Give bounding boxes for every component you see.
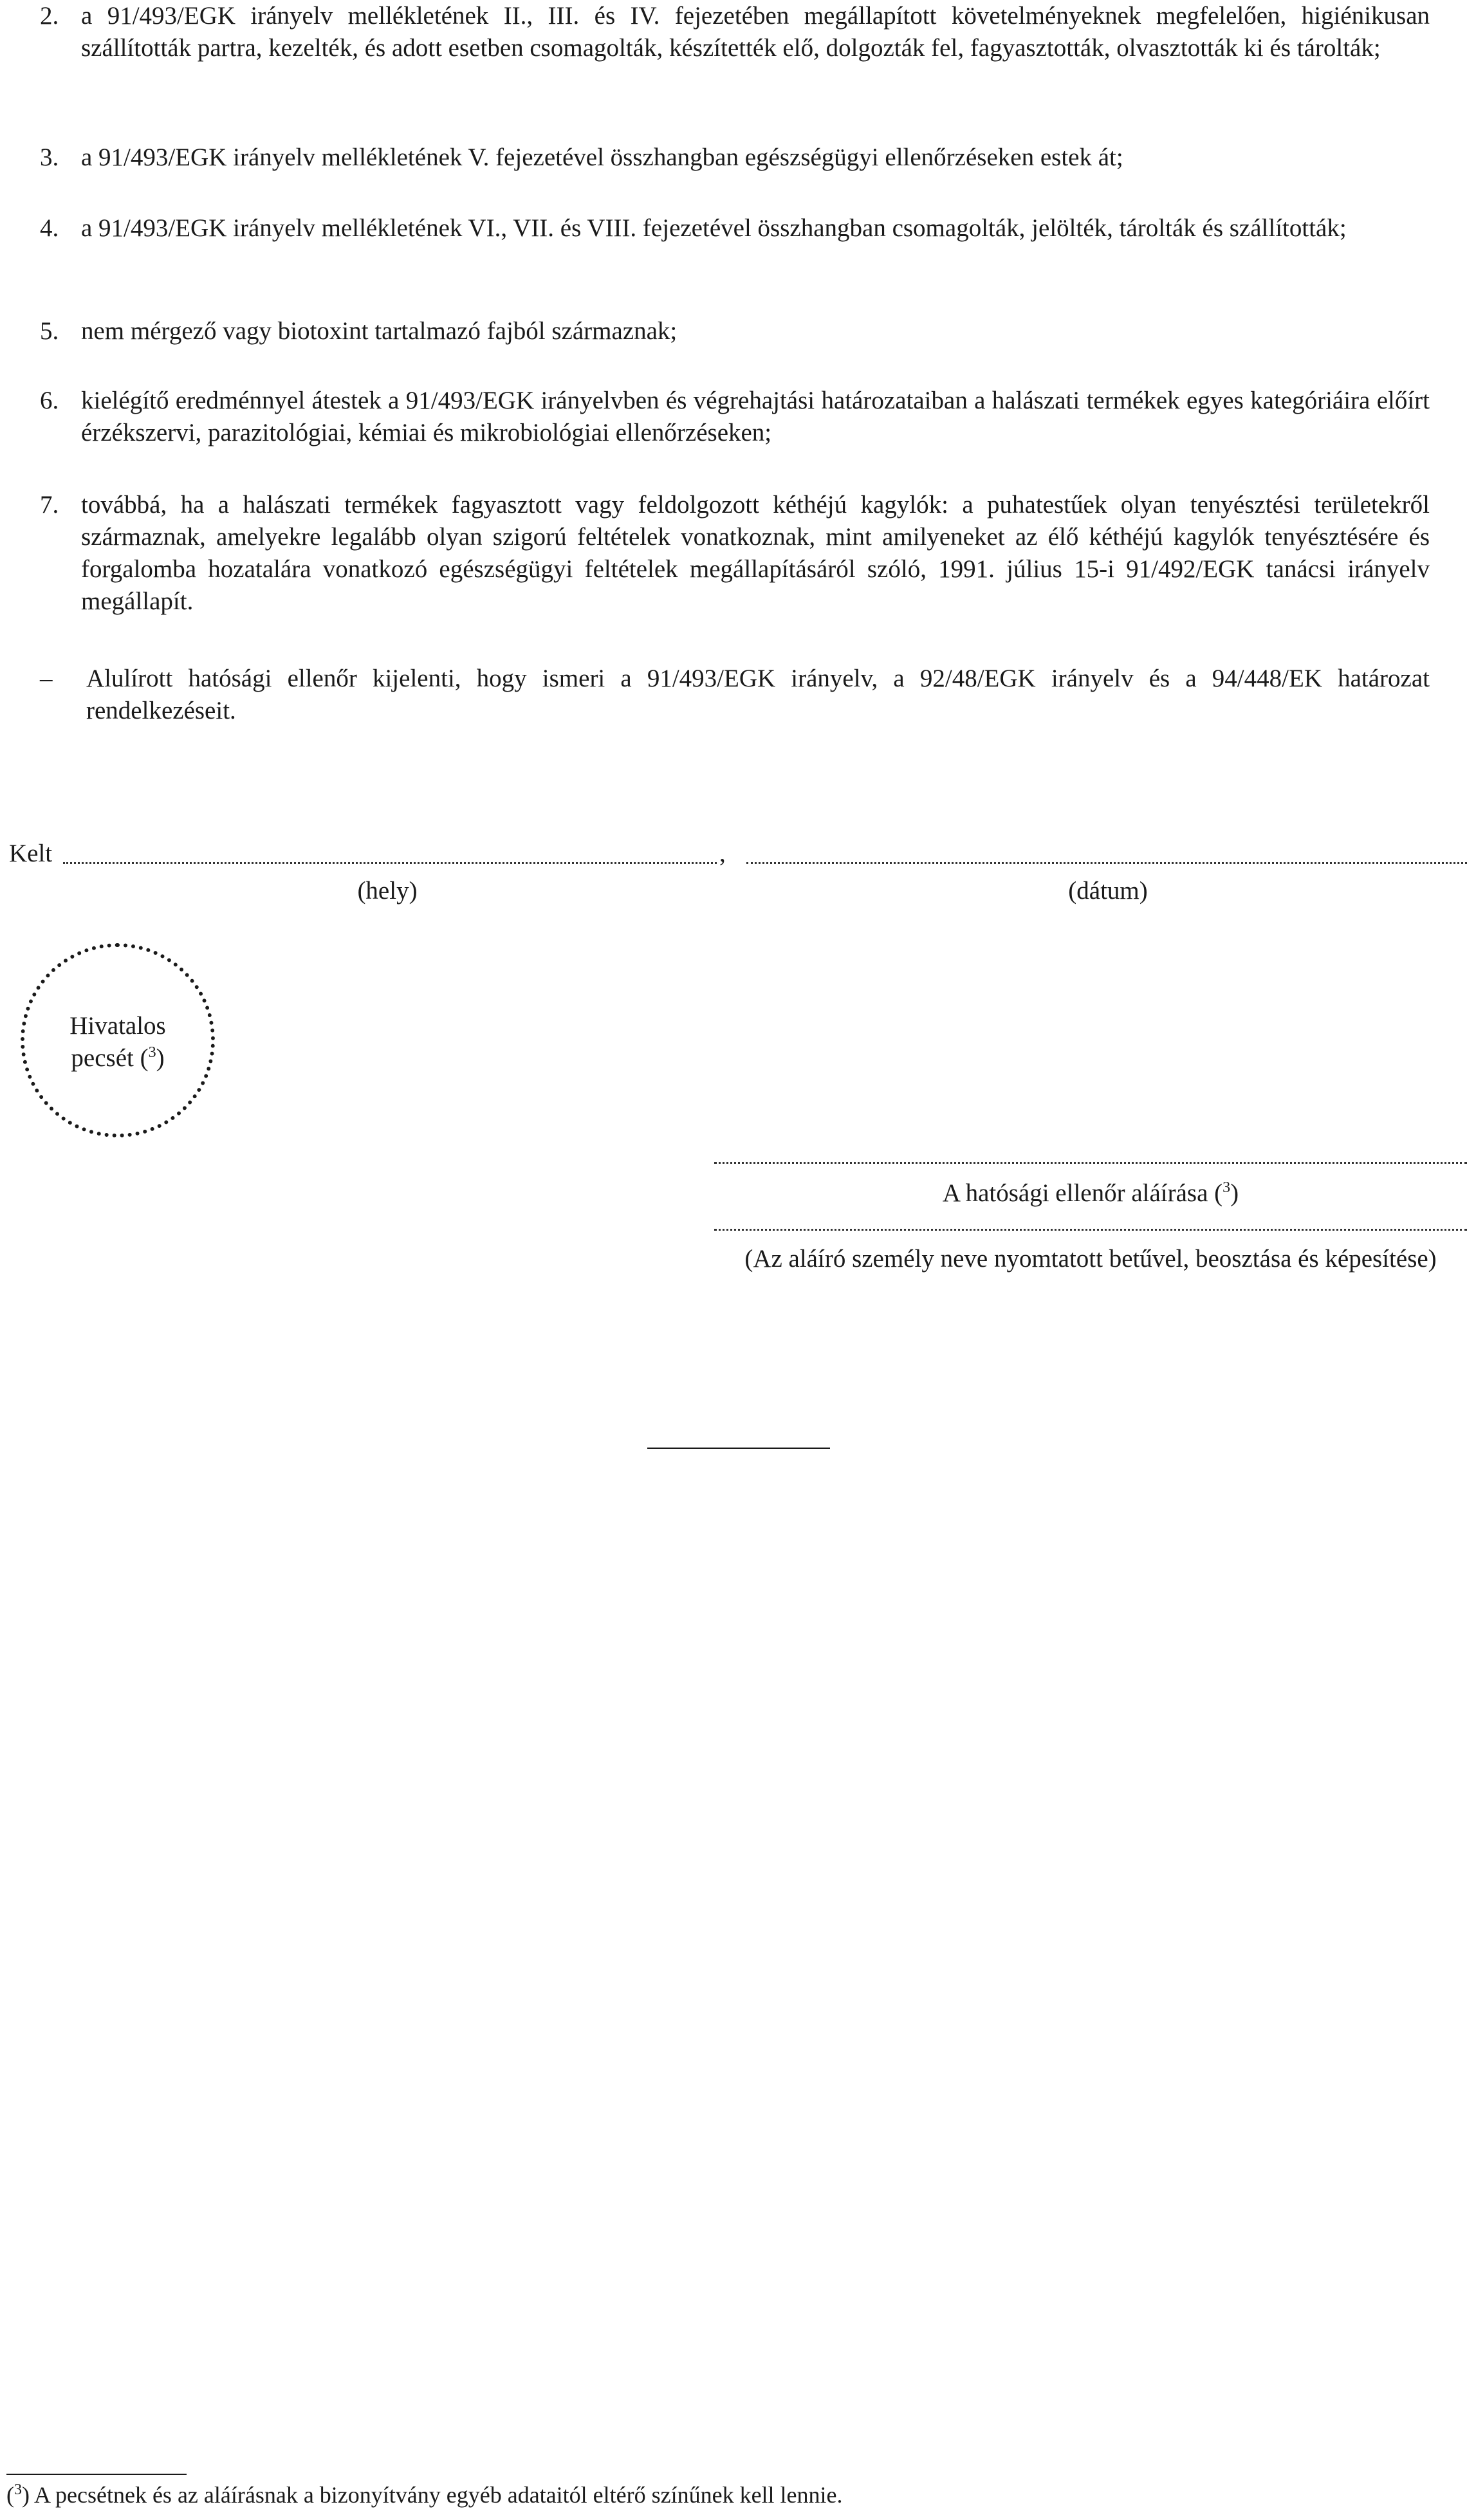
item-number: 6. [40, 387, 59, 414]
footnote-3 [6, 2481, 843, 2509]
place-field-line [63, 862, 717, 864]
signature-note-open: ( [1214, 1179, 1223, 1207]
footnote-number: 3 [14, 2481, 22, 2498]
list-item-4 [40, 212, 1430, 244]
item-number: 7. [40, 491, 59, 519]
footnote-rule [6, 2474, 187, 2475]
footnote-close: ) [22, 2482, 30, 2508]
name-field-line [714, 1229, 1467, 1231]
list-item-6 [40, 385, 1430, 449]
list-item-7 [40, 489, 1430, 618]
signature-caption: A hatósági ellenőr aláírása [942, 1179, 1208, 1207]
declaration-dash: – [40, 665, 53, 692]
place-caption: (hely) [357, 877, 418, 905]
item-text: nem mérgező vagy biotoxint tartalmazó fajból származnak; [81, 317, 678, 345]
end-separator-rule [647, 1448, 830, 1449]
kelt-comma: , [719, 840, 726, 867]
footnote-text: A pecsétnek és az aláírásnak a bizonyítvány egyéb adataitól eltérő színűnek kell lennie. [30, 2482, 843, 2508]
item-text: kielégítő eredménnyel átestek a 91/493/EGK irányelvben és végrehajtási határozataiban a halászati termékek egyes kategóriáira előírt érzékszervi, parazitológiai, kémiai és mikrobiológiai ellenőrzéseken; [81, 387, 1430, 446]
item-text: a 91/493/EGK irányelv mellékletének V. fejezetével összhangban egészségügyi ellenőrzéseken estek át; [81, 143, 1123, 171]
list-item-2 [40, 0, 1430, 64]
list-item-5 [40, 315, 1430, 347]
item-number: 5. [40, 317, 59, 345]
kelt-label: Kelt [9, 840, 53, 867]
list-item-3 [40, 142, 1430, 174]
stamp-line-2 [24, 1042, 211, 1074]
footnote-open: ( [6, 2482, 14, 2508]
signature-note-close: ) [1230, 1179, 1239, 1207]
signature-caption-row [714, 1177, 1467, 1209]
item-number: 4. [40, 214, 59, 242]
signature-footnote-ref: 3 [1222, 1179, 1231, 1196]
item-text: a 91/493/EGK irányelv mellékletének II., III. és IV. fejezetében megállapított követelményeknek megfelelően, higiénikusan szállították partra, kezelték, és adott esetben csomagolták, készítették elő, dolgozták fel, fagyasztották, olvasztották ki és tárolták; [81, 2, 1430, 62]
item-text: a 91/493/EGK irányelv mellékletének VI., VII. és VIII. fejezetével összhangban csomagolták, jelölték, tárolták és szállították; [81, 214, 1347, 242]
item-number: 2. [40, 2, 59, 30]
stamp-note-close: ) [156, 1044, 165, 1072]
date-caption: (dátum) [1068, 877, 1148, 905]
stamp-note-open: ( [140, 1044, 149, 1072]
name-caption: (Az aláíró személy neve nyomtatott betűvel, beosztása és képesítése) [744, 1245, 1437, 1273]
declaration-text: Alulírott hatósági ellenőr kijelenti, hogy ismeri a 91/493/EGK irányelv, a 92/48/EGK irányelv és a 94/448/EK határozat rendelkezéseit. [86, 665, 1430, 724]
stamp-word: pecsét [71, 1044, 134, 1072]
stamp-line-1: Hivatalos [69, 1012, 166, 1040]
date-field-line [746, 862, 1467, 864]
signature-field-line [714, 1162, 1467, 1164]
declaration [40, 663, 1430, 727]
stamp-footnote-ref: 3 [148, 1044, 156, 1061]
item-text: továbbá, ha a halászati termékek fagyasztott vagy feldolgozott kéthéjú kagylók: a puhatestűek olyan tenyésztési területekről származnak, amelyekre legalább olyan szigorú feltételek vonatkoznak, mint amilyeneket az élő kéthéjú kagylók tenyésztésére és forgalomba hozatalára vonatkozó egészségügyi feltételek megállapításáról szóló, 1991. július 15-i 91/492/EGK tanácsi irányelv megállapít. [81, 491, 1430, 615]
stamp-text [24, 1010, 211, 1074]
item-number: 3. [40, 143, 59, 171]
official-stamp-circle [21, 943, 215, 1137]
